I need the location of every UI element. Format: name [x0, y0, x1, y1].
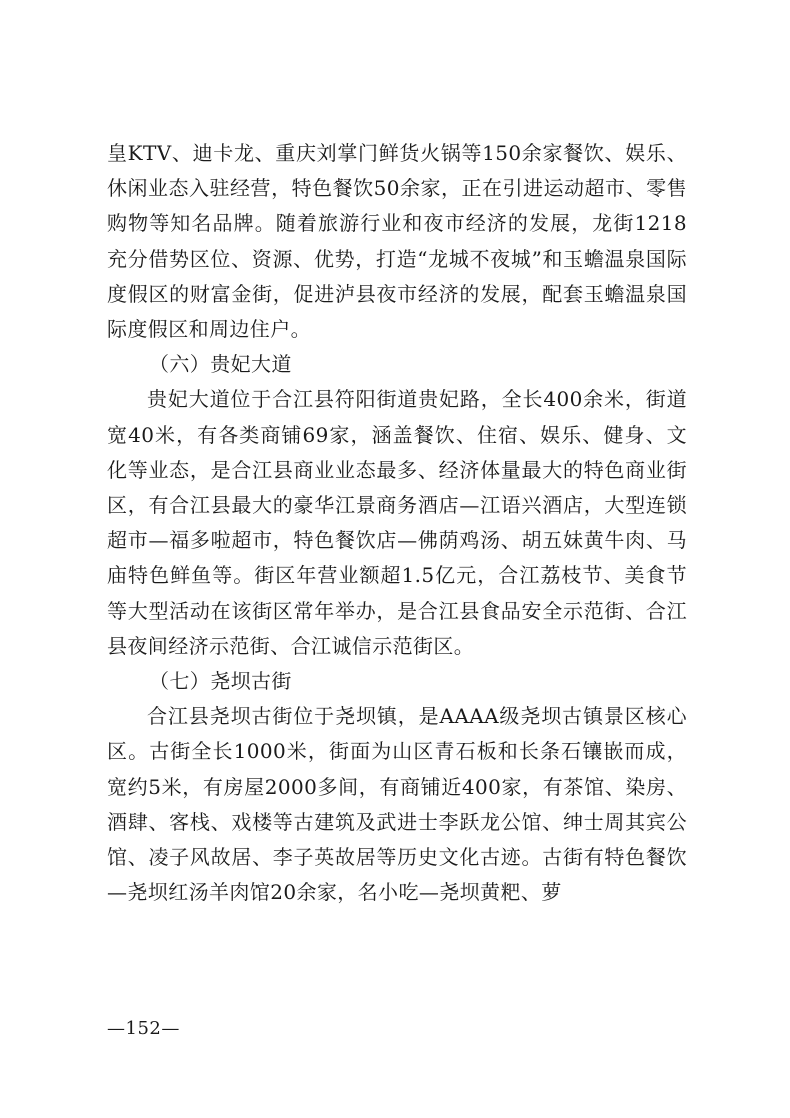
paragraph-guifei-avenue: 贵妃大道位于合江县符阳街道贵妃路，全长400余米，街道宽40米，有各类商铺69家，涵盖餐饮、住宿、娱乐、健身、文化等业态，是合江县商业业态最多、经济体量最大的特色商业街区，有合江县最大的豪华江景商务酒店—江语兴酒店，大型连锁超市—福多啦超市，特色餐饮店—佛荫鸡汤、胡五妹黄牛肉、马庙特色鲜鱼等。街区年营业额超1.5亿元，合江荔枝节、美食节等大型活动在该街区常年举办，是合江县食品安全示范街、合江县夜间经济示范街、合江诚信示范街区。: [107, 387, 687, 658]
section-heading-yaoba-ancient-street: （七）尧坝古街: [149, 669, 292, 694]
paragraph-yaoba-ancient-street: 合江县尧坝古街位于尧坝镇，是AAAA级尧坝古镇景区核心区。古街全长1000米，街面为山区青石板和长条石镶嵌而成，宽约5米，有房屋2000多间，有商铺近400家，有茶馆、染房、酒肆、客栈、戏楼等古建筑及武进士李跃龙公馆、绅士周其宾公馆、凌子风故居、李子英故居等历史文化古迹。古街有特色餐饮—尧坝红汤羊肉馆20余家，名小吃—尧坝黄粑、萝: [107, 704, 687, 905]
page-content: [107, 136, 687, 910]
section-heading-guifei-avenue: （六）贵妃大道: [149, 352, 292, 377]
paragraph-continuation: 皇KTV、迪卡龙、重庆刘掌门鲜货火锅等150余家餐饮、娱乐、休闲业态入驻经营，特色餐饮50余家，正在引进运动超市、零售购物等知名品牌。随着旅游行业和夜市经济的发展，龙街1218充分借势区位、资源、优势，打造“龙城不夜城”和玉蟾温泉国际度假区的财富金街，促进泸县夜市经济的发展，配套玉蟾温泉国际度假区和周边住户。: [107, 141, 687, 342]
page-number: —152—: [107, 1018, 180, 1039]
